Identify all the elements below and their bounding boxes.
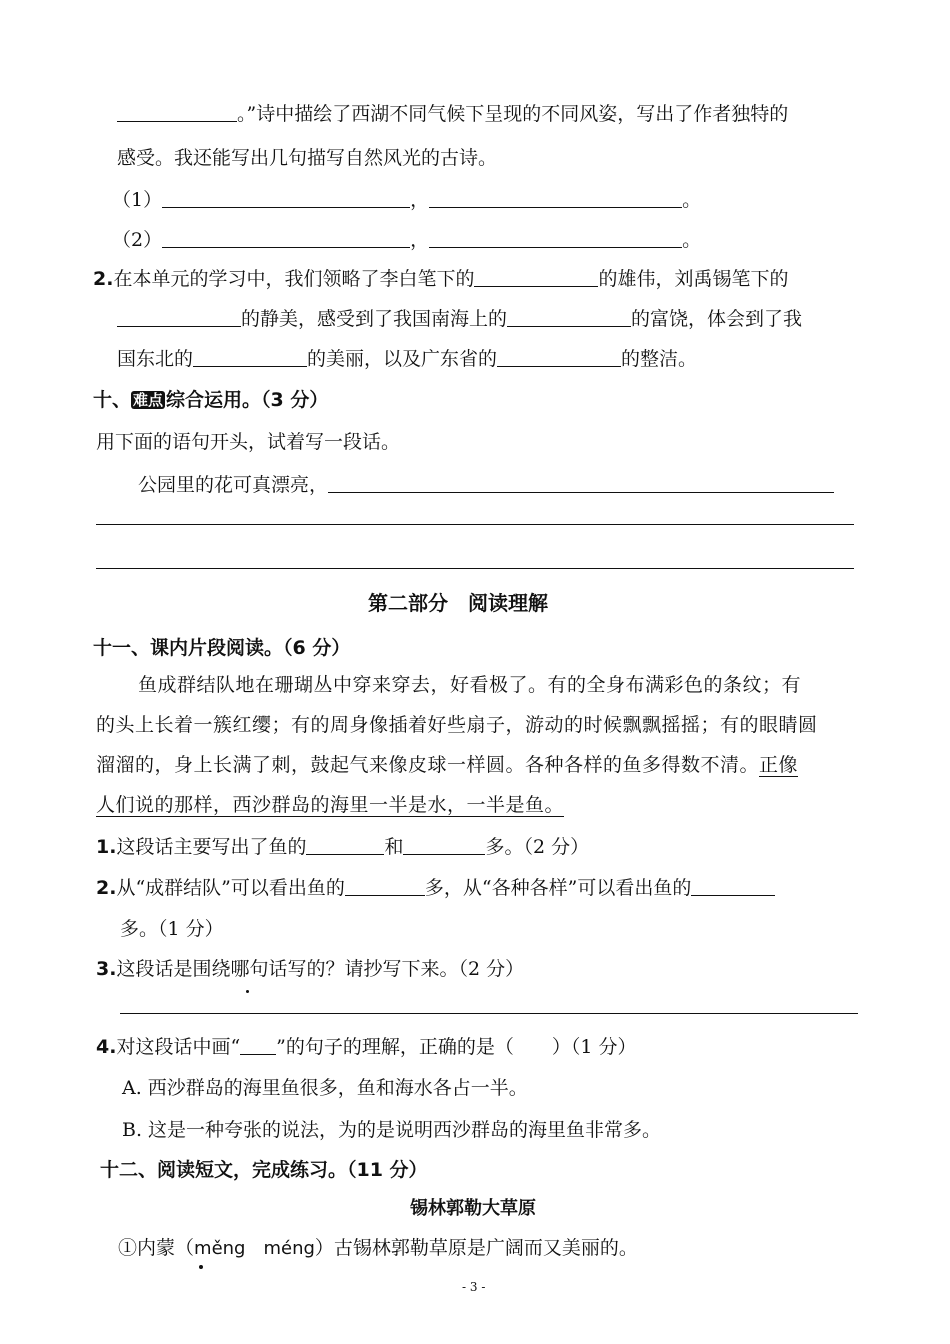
question-2-line-3: 国东北的 的美丽，以及广东省的 的整洁。 [117,348,698,370]
answer-blank[interactable] [117,307,241,327]
poem-blank-row-1: （1） ， 。 [112,189,702,211]
story-paragraph-1: ①内蒙（měng méng）古锡林郭勒草原是广阔而又美丽的。 [118,1237,638,1259]
writing-instruction: 用下面的语句开头，试着写一段话。 [96,431,401,453]
story-title: 锡林郭勒大草原 [410,1198,536,1219]
writing-line[interactable] [328,473,834,493]
underline-sample [240,1040,276,1055]
page-number: - 3 - [462,1280,486,1294]
question-2-line-2: 的静美，感受到了我国南海上的 的富饶，体会到了我 [117,307,802,331]
poem-line-continued: 。”诗中描绘了西湖不同气候下呈现的不同风姿，写出了作者独特的 [117,102,788,126]
answer-blank[interactable] [497,347,621,367]
underlined-sentence: 人们说的那样，西沙群岛的海里一半是水，一半是鱼。 [96,794,565,816]
difficulty-badge: 难点 [133,391,164,409]
answer-blank[interactable] [162,228,410,248]
question-11-3: 3.这段话是围绕哪句话写的？请抄写下来。（2 分） [96,958,525,980]
section-11-heading: 十一、课内片段阅读。（6 分） [93,637,351,659]
emphasis-dot [199,1265,203,1269]
passage-line-1: 鱼成群结队地在珊瑚丛中穿来穿去，好看极了。有的全身布满彩色的条纹；有 [138,674,802,696]
passage-line-2: 的头上长着一簇红缨；有的周身像插着好些扇子，游动的时候飘飘摇摇；有的眼睛圆 [96,714,818,736]
question-11-2-cont: 多。（1 分） [120,918,224,940]
part-2-heading: 第二部分 阅读理解 [368,591,548,615]
answer-blank[interactable] [117,102,237,122]
answer-blank[interactable] [306,835,384,855]
answer-blank[interactable] [507,307,631,327]
section-10-heading: 十、 难点 综合运用。（3 分） [93,389,329,411]
passage-line-3: 溜溜的，身上长满了刺，鼓起气来像皮球一样圆。各种各样的鱼多得数不清。正像 [96,754,799,776]
ancient-poem-prompt: 感受。我还能写出几句描写自然风光的古诗。 [117,147,498,169]
answer-blank[interactable] [193,347,307,367]
answer-blank[interactable] [403,835,485,855]
answer-blank[interactable] [162,188,410,208]
option-b[interactable]: B. 这是一种夸张的说法，为的是说明西沙群岛的海里鱼非常多。 [122,1119,662,1141]
question-11-4: 4.对这段话中画“ ”的句子的理解，正确的是（ ）（1 分） [96,1036,637,1058]
answer-blank[interactable] [345,876,425,896]
option-a[interactable]: A. 西沙群岛的海里鱼很多，鱼和海水各占一半。 [122,1077,528,1099]
answer-line[interactable] [120,1013,858,1014]
underlined-sentence: 正像 [759,754,799,776]
question-11-2: 2.从“成群结队”可以看出鱼的 多，从“各种各样”可以看出鱼的 [96,876,775,900]
writing-starter: 公园里的花可真漂亮， [138,473,834,497]
pinyin-choice: měng méng [194,1238,315,1259]
question-2-line-1: 2.在本单元的学习中，我们领略了李白笔下的 的雄伟，刘禹锡笔下的 [93,268,789,290]
poem-blank-row-2: （2） ， 。 [112,229,702,251]
speck [246,990,249,993]
writing-line[interactable] [96,568,854,569]
answer-blank[interactable] [429,228,682,248]
question-11-1: 1.这段话主要写出了鱼的 和 多。（2 分） [96,836,590,858]
section-12-heading: 十二、阅读短文，完成练习。（11 分） [100,1159,428,1181]
writing-line[interactable] [96,524,854,525]
answer-blank[interactable] [474,267,598,287]
answer-blank[interactable] [691,876,775,896]
paragraph-number: ① [118,1237,138,1259]
answer-blank[interactable] [429,188,682,208]
passage-line-4 [96,793,564,817]
